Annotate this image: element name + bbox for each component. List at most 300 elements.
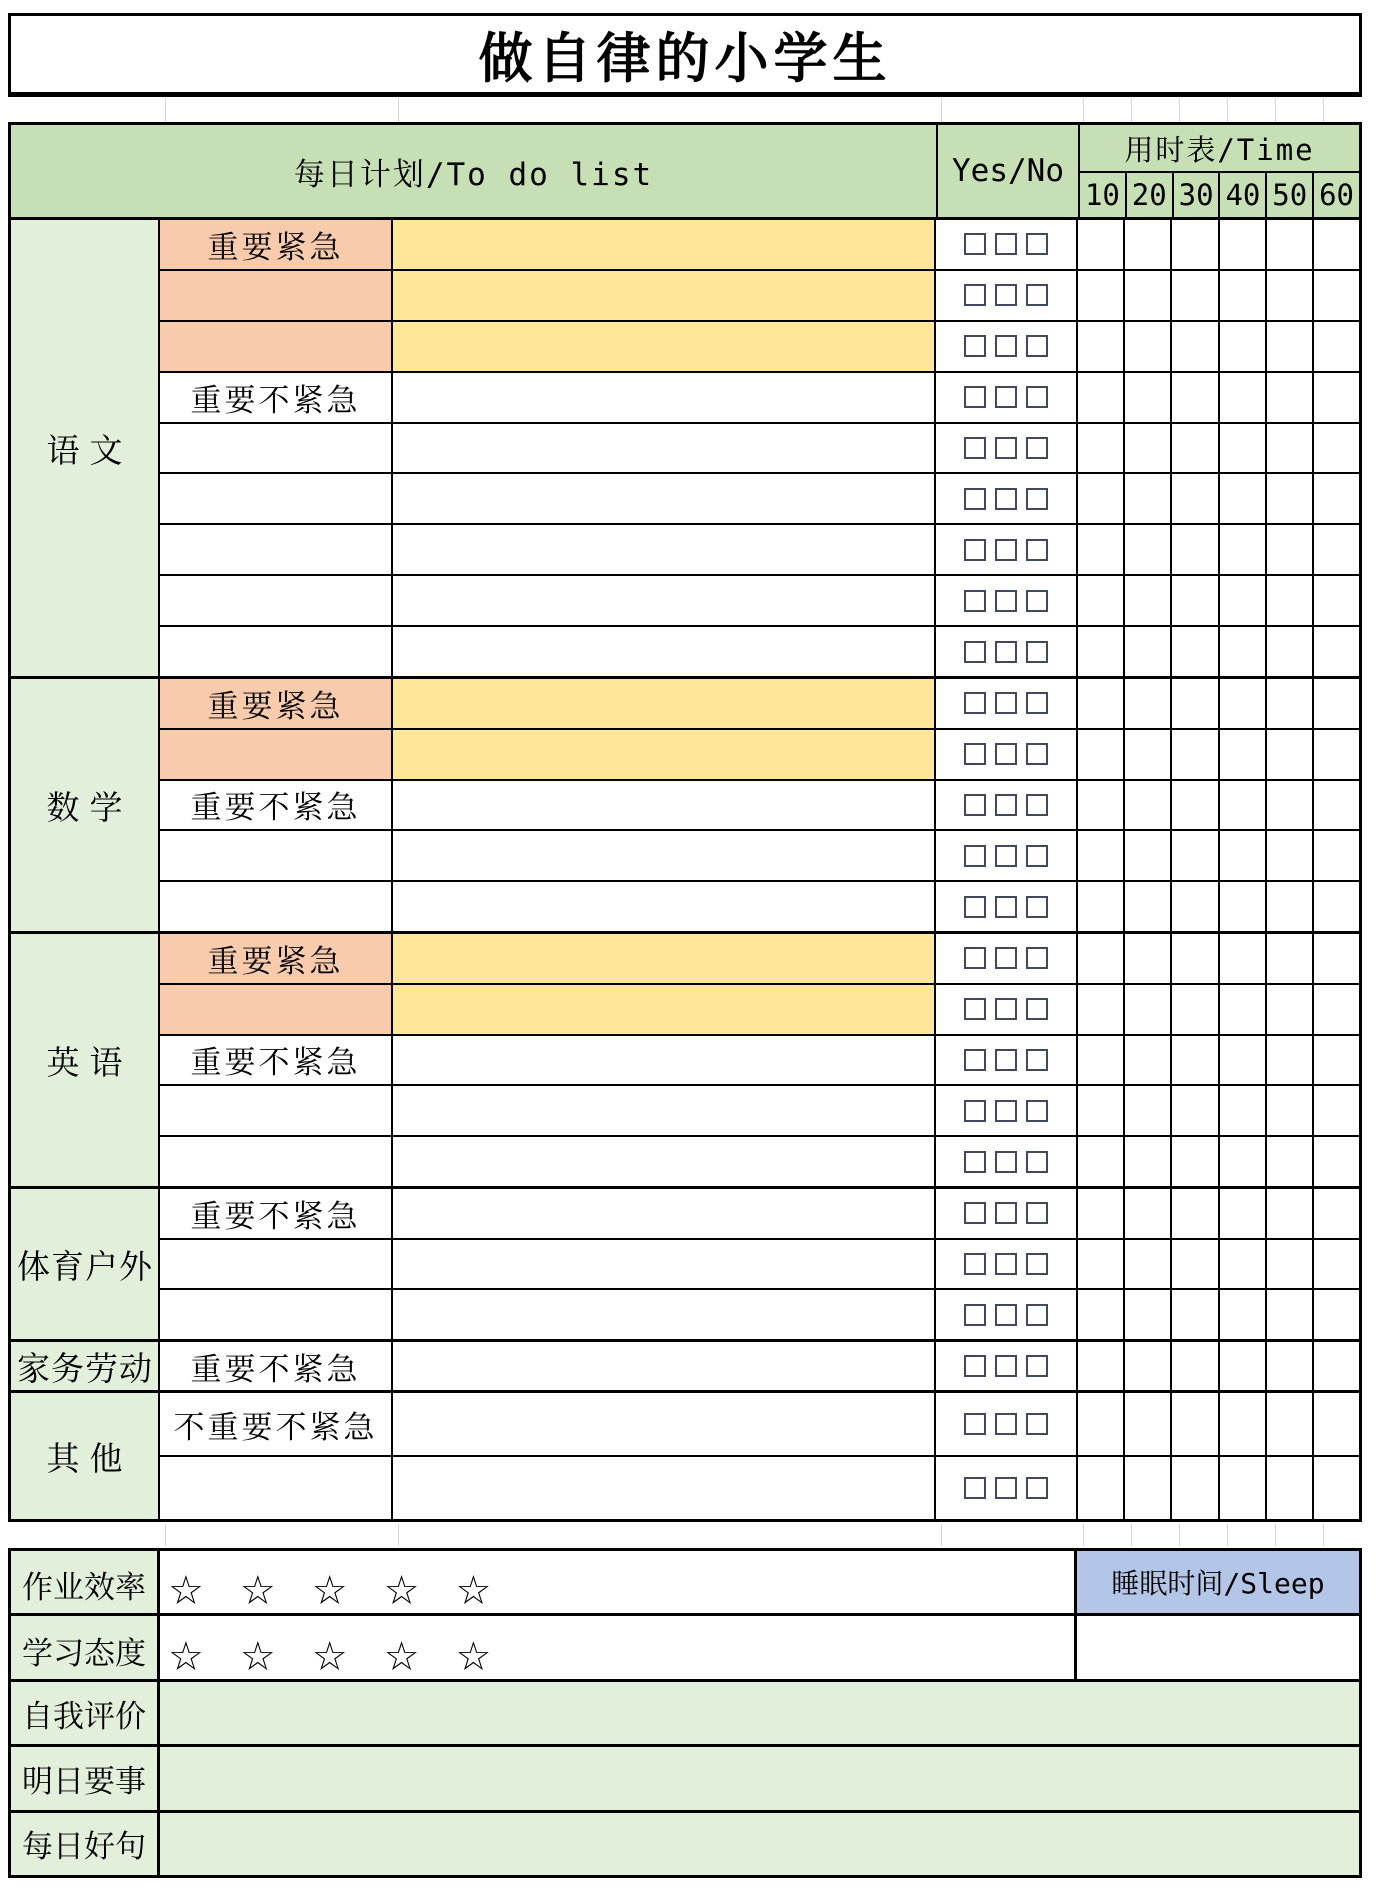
yesno-cell: [936, 1457, 1078, 1519]
task-input-cell[interactable]: [393, 1457, 936, 1519]
time-cell-40[interactable]: [1220, 831, 1267, 880]
yesno-checkbox[interactable]: [964, 1355, 986, 1377]
yesno-checkbox[interactable]: [964, 641, 986, 663]
task-input-cell[interactable]: [393, 1137, 936, 1186]
time-cell-20[interactable]: [1125, 1290, 1172, 1339]
yesno-checkbox[interactable]: [995, 233, 1017, 255]
time-cell-60[interactable]: [1314, 730, 1359, 779]
time-cell-10[interactable]: [1078, 576, 1125, 625]
task-input-cell[interactable]: [393, 525, 936, 574]
yesno-checkbox[interactable]: [995, 692, 1017, 714]
time-cell-20[interactable]: [1125, 831, 1172, 880]
yesno-cell: [936, 1393, 1078, 1455]
time-cell-50[interactable]: [1267, 679, 1314, 728]
time-cell-50[interactable]: [1267, 271, 1314, 320]
yesno-checkbox[interactable]: [995, 386, 1017, 408]
time-cell-40[interactable]: [1220, 985, 1267, 1034]
time-cell-20[interactable]: [1125, 474, 1172, 523]
task-input-cell[interactable]: [393, 831, 936, 880]
yesno-checkbox[interactable]: [1026, 590, 1048, 612]
yesno-checkbox[interactable]: [964, 1100, 986, 1122]
sleep-value-cell[interactable]: [1077, 1616, 1359, 1678]
time-cell-10[interactable]: [1078, 1189, 1125, 1238]
time-cell-40[interactable]: [1220, 627, 1267, 676]
yesno-checkbox[interactable]: [1026, 743, 1048, 765]
time-cell-60[interactable]: [1314, 576, 1359, 625]
yesno-checkbox[interactable]: [1026, 1253, 1048, 1275]
task-row: [160, 373, 1359, 424]
yesno-checkbox[interactable]: [964, 233, 986, 255]
time-cell-60[interactable]: [1314, 627, 1359, 676]
time-cell-40[interactable]: [1220, 882, 1267, 931]
priority-label: [160, 831, 393, 880]
yesno-checkbox[interactable]: [995, 1151, 1017, 1173]
time-cell-40[interactable]: [1220, 1457, 1267, 1519]
time-cell-60[interactable]: [1314, 1393, 1359, 1455]
yesno-cell: [936, 831, 1078, 880]
time-cell-20[interactable]: [1125, 220, 1172, 269]
priority-label: [160, 627, 393, 676]
yesno-checkbox[interactable]: [964, 845, 986, 867]
time-cell-60[interactable]: [1314, 1189, 1359, 1238]
time-cell-50[interactable]: [1267, 1393, 1314, 1455]
time-cell-30[interactable]: [1172, 1086, 1219, 1135]
time-cell-60[interactable]: [1314, 985, 1359, 1034]
time-cell-30[interactable]: [1172, 1137, 1219, 1186]
time-cell-50[interactable]: [1267, 1189, 1314, 1238]
time-cell-20[interactable]: [1125, 679, 1172, 728]
time-cell-20[interactable]: [1125, 882, 1172, 931]
yesno-checkbox[interactable]: [995, 1049, 1017, 1071]
time-cell-10[interactable]: [1078, 1457, 1125, 1519]
task-input-cell[interactable]: [393, 1086, 936, 1135]
summary-row-tomorrow-tasks: [11, 1747, 1359, 1812]
time-header-label: 用时表/Time: [1080, 125, 1359, 173]
time-cell-20[interactable]: [1125, 424, 1172, 473]
time-cell-60[interactable]: [1314, 882, 1359, 931]
yesno-checkbox[interactable]: [964, 1304, 986, 1326]
time-cell-50[interactable]: [1267, 1290, 1314, 1339]
task-input-cell[interactable]: [393, 1036, 936, 1085]
yesno-checkbox[interactable]: [1026, 1413, 1048, 1435]
star-icon[interactable]: ☆: [168, 1633, 204, 1680]
yesno-checkbox[interactable]: [964, 1049, 986, 1071]
time-cell-50[interactable]: [1267, 781, 1314, 830]
time-cell-50[interactable]: [1267, 934, 1314, 983]
time-cell-30[interactable]: [1172, 322, 1219, 371]
time-cell-50[interactable]: [1267, 882, 1314, 931]
task-input-cell[interactable]: [393, 373, 936, 422]
time-cell-30[interactable]: [1172, 934, 1219, 983]
time-cell-60[interactable]: [1314, 322, 1359, 371]
time-cell-60[interactable]: [1314, 1240, 1359, 1289]
todo-column-header: 每日计划/To do list: [11, 125, 938, 217]
time-cell-10[interactable]: [1078, 322, 1125, 371]
time-cell-10[interactable]: [1078, 474, 1125, 523]
yesno-checkbox[interactable]: [995, 641, 1017, 663]
time-cell-40[interactable]: [1220, 781, 1267, 830]
time-cell-40[interactable]: [1220, 322, 1267, 371]
time-cell-40[interactable]: [1220, 1189, 1267, 1238]
time-cell-20[interactable]: [1125, 627, 1172, 676]
time-cell-60[interactable]: [1314, 1457, 1359, 1519]
time-cell-50[interactable]: [1267, 1240, 1314, 1289]
yesno-checkbox[interactable]: [964, 1413, 986, 1435]
time-cell-20[interactable]: [1125, 1342, 1172, 1390]
yesno-checkbox[interactable]: [1026, 488, 1048, 510]
time-cell-40[interactable]: [1220, 1137, 1267, 1186]
time-cells: [1078, 985, 1359, 1034]
time-cell-40[interactable]: [1220, 220, 1267, 269]
time-cell-60[interactable]: [1314, 271, 1359, 320]
time-cell-60[interactable]: [1314, 679, 1359, 728]
task-input-cell[interactable]: [393, 220, 936, 269]
time-cell-10[interactable]: [1078, 934, 1125, 983]
yesno-checkbox[interactable]: [995, 1100, 1017, 1122]
yesno-checkbox[interactable]: [1026, 1049, 1048, 1071]
time-cell-60[interactable]: [1314, 1086, 1359, 1135]
task-input-cell[interactable]: [393, 576, 936, 625]
time-cell-20[interactable]: [1125, 525, 1172, 574]
yesno-checkbox[interactable]: [964, 1151, 986, 1173]
yesno-checkbox[interactable]: [1026, 335, 1048, 357]
time-cell-10[interactable]: [1078, 730, 1125, 779]
yesno-checkbox[interactable]: [1026, 896, 1048, 918]
task-input-cell[interactable]: [393, 322, 936, 371]
time-cell-30[interactable]: [1172, 1189, 1219, 1238]
star-icon[interactable]: ☆: [455, 1568, 492, 1615]
yesno-cell: [936, 576, 1078, 625]
time-cell-30[interactable]: [1172, 831, 1219, 880]
yesno-checkbox[interactable]: [995, 794, 1017, 816]
time-cell-30[interactable]: [1172, 271, 1219, 320]
yesno-checkbox[interactable]: [964, 896, 986, 918]
time-cell-50[interactable]: [1267, 576, 1314, 625]
time-cell-30[interactable]: [1172, 1240, 1219, 1289]
yesno-checkbox[interactable]: [995, 335, 1017, 357]
yesno-checkbox[interactable]: [1026, 539, 1048, 561]
task-input-cell[interactable]: [393, 424, 936, 473]
yesno-checkbox[interactable]: [995, 896, 1017, 918]
time-cell-10[interactable]: [1078, 1342, 1125, 1390]
yesno-checkbox[interactable]: [995, 743, 1017, 765]
time-cell-60[interactable]: [1314, 424, 1359, 473]
time-cell-50[interactable]: [1267, 627, 1314, 676]
yesno-checkbox[interactable]: [964, 437, 986, 459]
task-row: [160, 1457, 1359, 1519]
priority-label: 重要紧急: [160, 934, 393, 983]
time-cell-50[interactable]: [1267, 1137, 1314, 1186]
task-row: [160, 781, 1359, 832]
yesno-checkbox[interactable]: [1026, 947, 1048, 969]
yesno-checkbox[interactable]: [1026, 1355, 1048, 1377]
time-cell-40[interactable]: [1220, 424, 1267, 473]
priority-label: 重要紧急: [160, 679, 393, 728]
time-cell-50[interactable]: [1267, 1457, 1314, 1519]
task-row: [160, 934, 1359, 985]
time-cell-20[interactable]: [1125, 373, 1172, 422]
time-cell-50[interactable]: [1267, 1086, 1314, 1135]
table-header: [8, 122, 1362, 220]
yesno-checkbox[interactable]: [964, 692, 986, 714]
time-cell-60[interactable]: [1314, 1342, 1359, 1390]
time-cell-40[interactable]: [1220, 576, 1267, 625]
time-cell-30[interactable]: [1172, 576, 1219, 625]
priority-label: 重要不紧急: [160, 373, 393, 422]
time-cell-30[interactable]: [1172, 1342, 1219, 1390]
yesno-checkbox[interactable]: [1026, 845, 1048, 867]
yesno-checkbox[interactable]: [995, 437, 1017, 459]
priority-label: 重要不紧急: [160, 1342, 393, 1390]
time-cell-50[interactable]: [1267, 322, 1314, 371]
time-cell-30[interactable]: [1172, 781, 1219, 830]
time-cell-50[interactable]: [1267, 220, 1314, 269]
time-cell-20[interactable]: [1125, 1036, 1172, 1085]
time-cell-50[interactable]: [1267, 831, 1314, 880]
time-cells: [1078, 525, 1359, 574]
yesno-checkbox[interactable]: [1026, 1202, 1048, 1224]
time-cell-10[interactable]: [1078, 679, 1125, 728]
task-row: [160, 1137, 1359, 1186]
yesno-checkbox[interactable]: [964, 794, 986, 816]
task-input-cell[interactable]: [393, 271, 936, 320]
yesno-checkbox[interactable]: [964, 1202, 986, 1224]
time-cell-50[interactable]: [1267, 985, 1314, 1034]
time-cell-30[interactable]: [1172, 730, 1219, 779]
priority-label: [160, 1086, 393, 1135]
time-cell-10[interactable]: [1078, 1290, 1125, 1339]
time-cell-40[interactable]: [1220, 271, 1267, 320]
time-cell-10[interactable]: [1078, 1137, 1125, 1186]
time-cell-50[interactable]: [1267, 525, 1314, 574]
time-cells: [1078, 322, 1359, 371]
time-cell-10[interactable]: [1078, 424, 1125, 473]
time-cell-10[interactable]: [1078, 1393, 1125, 1455]
yesno-checkbox[interactable]: [995, 1304, 1017, 1326]
yesno-checkbox[interactable]: [995, 947, 1017, 969]
yesno-checkbox[interactable]: [1026, 1304, 1048, 1326]
time-cell-60[interactable]: [1314, 831, 1359, 880]
time-cell-20[interactable]: [1125, 730, 1172, 779]
time-cell-30[interactable]: [1172, 525, 1219, 574]
time-cell-10[interactable]: [1078, 525, 1125, 574]
yesno-checkbox[interactable]: [995, 1477, 1017, 1499]
yesno-checkbox[interactable]: [1026, 437, 1048, 459]
time-cell-10[interactable]: [1078, 781, 1125, 830]
star-icon[interactable]: ☆: [455, 1633, 492, 1680]
time-cell-40[interactable]: [1220, 474, 1267, 523]
time-cell-10[interactable]: [1078, 373, 1125, 422]
time-cell-20[interactable]: [1125, 1457, 1172, 1519]
time-cell-50[interactable]: [1267, 1036, 1314, 1085]
star-icon[interactable]: ☆: [311, 1568, 348, 1615]
time-cell-40[interactable]: [1220, 1086, 1267, 1135]
time-cells: [1078, 831, 1359, 880]
time-cell-20[interactable]: [1125, 781, 1172, 830]
time-cell-20[interactable]: [1125, 934, 1172, 983]
time-cell-60[interactable]: [1314, 1137, 1359, 1186]
task-input-cell[interactable]: [393, 882, 936, 931]
yesno-checkbox[interactable]: [964, 386, 986, 408]
daily-sentence-input[interactable]: [160, 1813, 1359, 1875]
time-cell-10[interactable]: [1078, 1086, 1125, 1135]
yesno-cell: [936, 1342, 1078, 1390]
time-cell-10[interactable]: [1078, 882, 1125, 931]
yesno-checkbox[interactable]: [995, 488, 1017, 510]
yesno-checkbox[interactable]: [995, 1355, 1017, 1377]
yesno-checkbox[interactable]: [964, 284, 986, 306]
task-input-cell[interactable]: [393, 1290, 936, 1339]
time-cell-20[interactable]: [1125, 1240, 1172, 1289]
time-cell-60[interactable]: [1314, 781, 1359, 830]
star-icon[interactable]: ☆: [383, 1633, 420, 1680]
time-cell-20[interactable]: [1125, 576, 1172, 625]
time-cell-20[interactable]: [1125, 1189, 1172, 1238]
yesno-checkbox[interactable]: [995, 539, 1017, 561]
yesno-checkbox[interactable]: [1026, 386, 1048, 408]
time-cell-30[interactable]: [1172, 882, 1219, 931]
task-input-cell[interactable]: [393, 474, 936, 523]
yesno-checkbox[interactable]: [964, 539, 986, 561]
time-cell-10[interactable]: [1078, 220, 1125, 269]
time-cell-20[interactable]: [1125, 985, 1172, 1034]
task-input-cell[interactable]: [393, 679, 936, 728]
yesno-checkbox[interactable]: [964, 1477, 986, 1499]
time-cell-40[interactable]: [1220, 730, 1267, 779]
self-evaluation-input[interactable]: [160, 1682, 1359, 1744]
yesno-checkbox[interactable]: [964, 335, 986, 357]
time-cell-60[interactable]: [1314, 1036, 1359, 1085]
yesno-checkbox[interactable]: [1026, 998, 1048, 1020]
yesno-checkbox[interactable]: [964, 743, 986, 765]
time-cell-40[interactable]: [1220, 525, 1267, 574]
yesno-checkbox[interactable]: [1026, 1477, 1048, 1499]
yesno-checkbox[interactable]: [1026, 1100, 1048, 1122]
yesno-checkbox[interactable]: [995, 845, 1017, 867]
time-cell-40[interactable]: [1220, 934, 1267, 983]
yesno-checkbox[interactable]: [964, 488, 986, 510]
time-cell-30[interactable]: [1172, 424, 1219, 473]
star-icon[interactable]: ☆: [383, 1568, 420, 1615]
yesno-checkbox[interactable]: [995, 1253, 1017, 1275]
time-cell-50[interactable]: [1267, 730, 1314, 779]
time-cell-50[interactable]: [1267, 1342, 1314, 1390]
task-input-cell[interactable]: [393, 1240, 936, 1289]
time-cell-60[interactable]: [1314, 934, 1359, 983]
task-row: [160, 730, 1359, 781]
yesno-checkbox[interactable]: [995, 998, 1017, 1020]
time-cell-30[interactable]: [1172, 474, 1219, 523]
time-cell-50[interactable]: [1267, 373, 1314, 422]
time-cell-60[interactable]: [1314, 525, 1359, 574]
time-cell-10[interactable]: [1078, 627, 1125, 676]
time-cell-60[interactable]: [1314, 373, 1359, 422]
time-cell-50[interactable]: [1267, 424, 1314, 473]
time-cell-30[interactable]: [1172, 1036, 1219, 1085]
time-cell-30[interactable]: [1172, 373, 1219, 422]
time-cell-20[interactable]: [1125, 1086, 1172, 1135]
time-cell-40[interactable]: [1220, 679, 1267, 728]
yesno-checkbox[interactable]: [964, 1253, 986, 1275]
time-cell-30[interactable]: [1172, 985, 1219, 1034]
yesno-checkbox[interactable]: [995, 284, 1017, 306]
time-cell-60[interactable]: [1314, 220, 1359, 269]
time-cell-40[interactable]: [1220, 1036, 1267, 1085]
yesno-checkbox[interactable]: [1026, 692, 1048, 714]
star-icon[interactable]: ☆: [239, 1633, 276, 1680]
task-input-cell[interactable]: [393, 627, 936, 676]
yesno-checkbox[interactable]: [995, 1413, 1017, 1435]
time-cell-30[interactable]: [1172, 627, 1219, 676]
time-cell-30[interactable]: [1172, 1457, 1219, 1519]
time-cell-10[interactable]: [1078, 985, 1125, 1034]
task-input-cell[interactable]: [393, 1393, 936, 1455]
task-input-cell[interactable]: [393, 1342, 936, 1390]
yesno-checkbox[interactable]: [1026, 284, 1048, 306]
yesno-checkbox[interactable]: [964, 590, 986, 612]
yesno-checkbox[interactable]: [995, 590, 1017, 612]
section-rows: [160, 1342, 1359, 1390]
yesno-checkbox[interactable]: [1026, 641, 1048, 663]
yesno-checkbox[interactable]: [1026, 1151, 1048, 1173]
time-tick-header-30: 30: [1174, 173, 1221, 217]
task-input-cell[interactable]: [393, 781, 936, 830]
task-input-cell[interactable]: [393, 1189, 936, 1238]
priority-label: 重要不紧急: [160, 781, 393, 830]
time-cells: [1078, 220, 1359, 269]
time-cell-30[interactable]: [1172, 220, 1219, 269]
yesno-checkbox[interactable]: [964, 998, 986, 1020]
time-cell-50[interactable]: [1267, 474, 1314, 523]
task-input-cell[interactable]: [393, 934, 936, 983]
task-row: [160, 831, 1359, 882]
task-row: [160, 474, 1359, 525]
time-cell-10[interactable]: [1078, 271, 1125, 320]
time-cell-40[interactable]: [1220, 1240, 1267, 1289]
time-cell-30[interactable]: [1172, 1393, 1219, 1455]
time-cell-30[interactable]: [1172, 1290, 1219, 1339]
yesno-checkbox[interactable]: [1026, 794, 1048, 816]
time-cell-10[interactable]: [1078, 1036, 1125, 1085]
time-cell-40[interactable]: [1220, 1290, 1267, 1339]
time-cell-20[interactable]: [1125, 1393, 1172, 1455]
tomorrow-tasks-input[interactable]: [160, 1747, 1359, 1809]
time-cell-20[interactable]: [1125, 271, 1172, 320]
task-input-cell[interactable]: [393, 985, 936, 1034]
yesno-checkbox[interactable]: [1026, 233, 1048, 255]
time-cell-40[interactable]: [1220, 1342, 1267, 1390]
task-input-cell[interactable]: [393, 730, 936, 779]
time-cell-10[interactable]: [1078, 831, 1125, 880]
time-tick-header-40: 40: [1220, 173, 1267, 217]
subject-section: [11, 1342, 1359, 1393]
time-cell-30[interactable]: [1172, 679, 1219, 728]
time-cell-60[interactable]: [1314, 474, 1359, 523]
star-icon[interactable]: ☆: [168, 1568, 204, 1615]
star-icon[interactable]: ☆: [239, 1568, 276, 1615]
task-row: [160, 1036, 1359, 1087]
star-icon[interactable]: ☆: [311, 1633, 348, 1680]
time-cell-20[interactable]: [1125, 322, 1172, 371]
time-cell-10[interactable]: [1078, 1240, 1125, 1289]
yesno-checkbox[interactable]: [995, 1202, 1017, 1224]
time-cell-40[interactable]: [1220, 1393, 1267, 1455]
yesno-checkbox[interactable]: [964, 947, 986, 969]
time-cell-60[interactable]: [1314, 1290, 1359, 1339]
time-cell-40[interactable]: [1220, 373, 1267, 422]
time-cell-20[interactable]: [1125, 1137, 1172, 1186]
subject-section: [11, 1393, 1359, 1519]
